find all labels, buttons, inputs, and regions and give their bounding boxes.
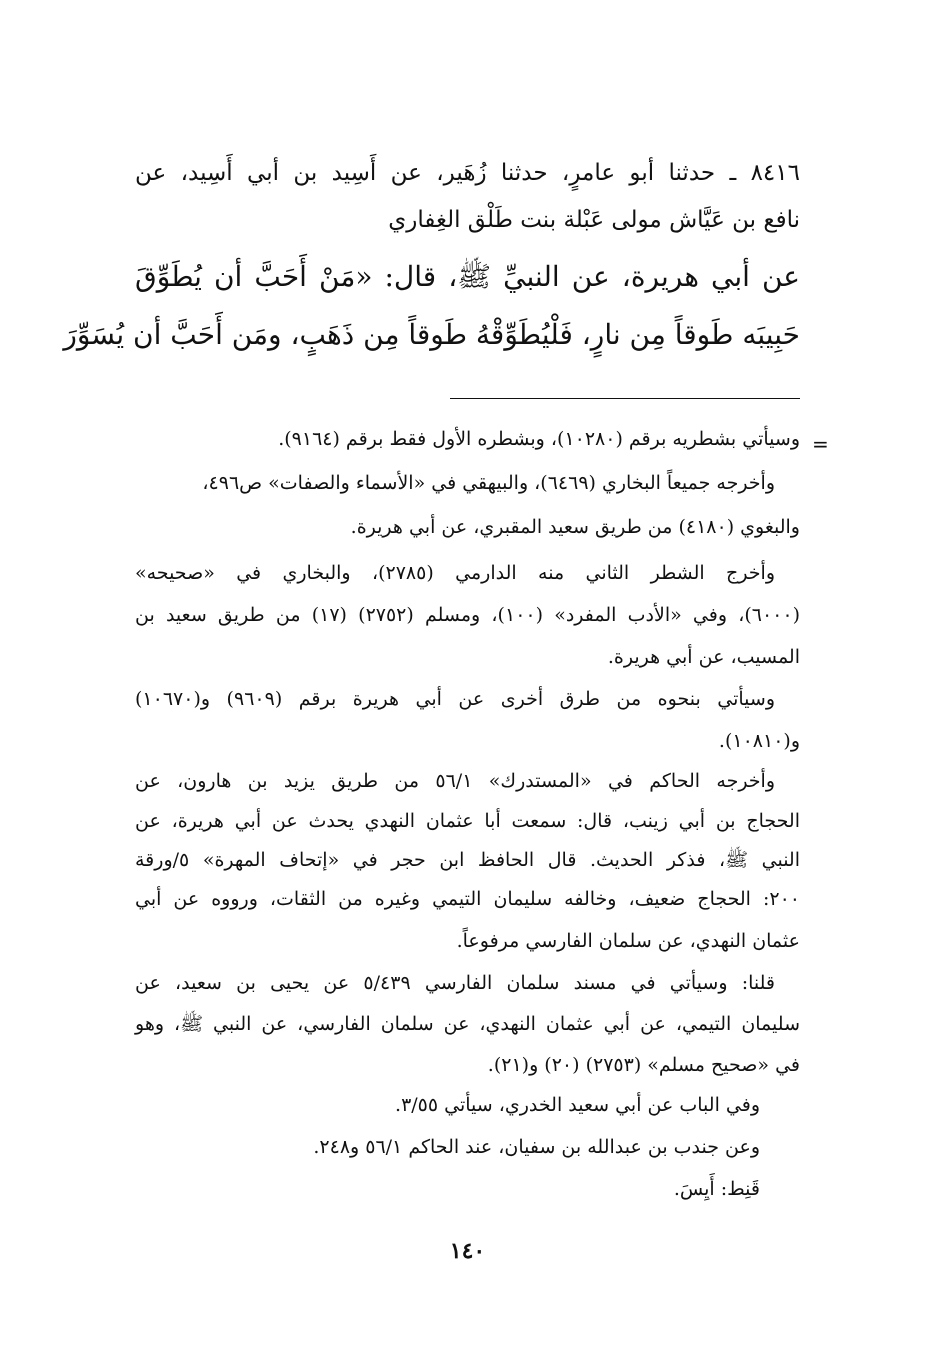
footnote-line: وفي الباب عن أبي سعيد الخدري، سيأتي ٣/٥٥. — [395, 1094, 760, 1116]
footnote-line: في «صحيح مسلم» (٢٧٥٣) (٢٠) و(٢١). — [487, 1054, 800, 1076]
footnote-line: قَنِط: أَيِسَ. — [673, 1178, 760, 1200]
hadith-text-line: حَبِيبَه طَوقاً مِن نارٍ، فَلْيُطَوِّقْهُ طَوقاً مِن ذَهَبٍ، ومَن أَحَبَّ أن يُسَوِّرَ — [63, 318, 800, 351]
main-text-line: نافع بن عَيَّاش مولى عَبْلة بنت طَلْق الغِفاري — [388, 207, 800, 233]
footnote-line: سليمان التيمي، عن أبي عثمان النهدي، عن سلمان الفارسي، عن النبي ﷺ، وهو — [135, 1013, 800, 1035]
footnote-line: ٢٠٠: الحجاج ضعيف، وخالفه سليمان التيمي وغيره من الثقات، ورووه عن أبي — [135, 888, 800, 910]
footnote-line: وأخرجه الحاكم في «المستدرك» ٥٦/١ من طريق يزيد بن هارون، عن — [135, 770, 776, 792]
main-text-line: ٨٤١٦ ـ حدثنا أبو عامرٍ، حدثنا زُهَير، عن أَسِيد بن أبي أَسِيد، عن — [135, 160, 800, 186]
page-number: ١٤٠ — [449, 1238, 486, 1264]
footnote-line: النبي ﷺ، فذكر الحديث. قال الحافظ ابن حجر في «إتحاف المهرة» ٥/ورقة — [135, 849, 800, 871]
footnote-line: وسيأتي بنحوه من طرق أخرى عن أبي هريرة برقم (٩٦٠٩) و(١٠٦٧٠) — [135, 688, 775, 710]
footnote-line: (٦٠٠٠)، وفي «الأدب المفرد» (١٠٠)، ومسلم (٢٧٥٢) (١٧) من طريق سعيد بن — [135, 604, 801, 626]
footnote-line: المسيب، عن أبي هريرة. — [607, 646, 800, 668]
footnote-line: وعن جندب بن عبدالله بن سفيان، عند الحاكم ٥٦/١ و٢٤٨. — [313, 1136, 760, 1158]
footnote-line: و(١٠٨١٠). — [718, 730, 800, 752]
footnote-separator — [450, 398, 800, 399]
footnote-line: وأخرجه جميعاً البخاري (٦٤٦٩)، والبيهقي في «الأسماء والصفات» ص٤٩٦، — [202, 472, 775, 494]
footnote-line: وسيأتي بشطريه برقم (١٠٢٨٠)، وبشطره الأول فقط برقم (٩١٦٤). — [278, 428, 800, 450]
footnote-line: الحجاج بن أبي زينب، قال: سمعت أبا عثمان النهدي يحدث عن أبي هريرة، عن — [135, 810, 800, 832]
hadith-text-line: عن أبي هريرة، عن النبيِّ ﷺ، قال: «مَنْ أَحَبَّ أن يُطَوِّقَ — [135, 260, 800, 293]
footnote-continuation-mark: = — [812, 432, 829, 456]
footnote-line: والبغوي (٤١٨٠) من طريق سعيد المقبري، عن أبي هريرة. — [350, 516, 800, 538]
footnote-line: قلنا: وسيأتي في مسند سلمان الفارسي ٥/٤٣٩ عن يحيى بن سعيد، عن — [135, 972, 775, 994]
footnote-line: وأخرج الشطر الثاني منه الدارمي (٢٧٨٥)، والبخاري في «صحيحه» — [135, 562, 775, 584]
footnote-line: عثمان النهدي، عن سلمان الفارسي مرفوعاً. — [456, 930, 800, 952]
